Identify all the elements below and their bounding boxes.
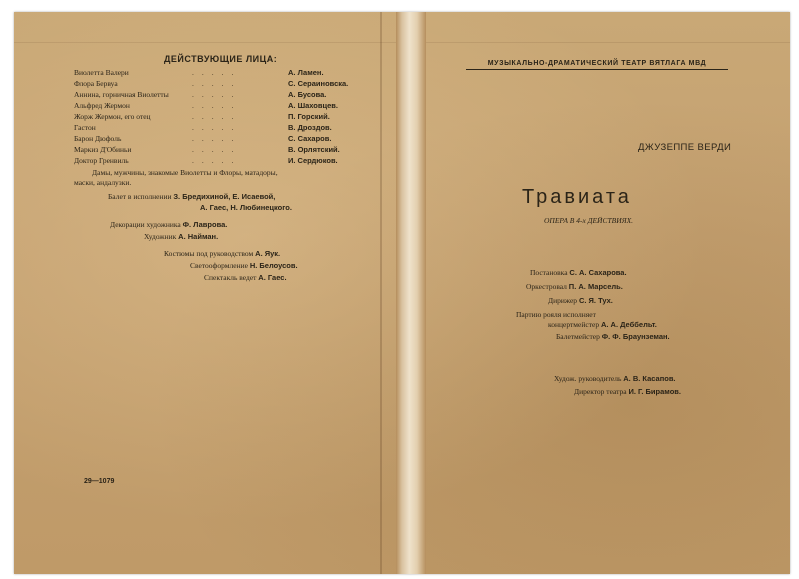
- cast-row: [74, 101, 354, 111]
- credit-label: Балетмейстер: [556, 332, 600, 341]
- cast-actor: П. Горский.: [288, 112, 330, 121]
- ballet-label: Балет в исполнении: [108, 192, 172, 201]
- cast-role: Маркиз Д'Обиньи: [74, 145, 132, 154]
- leader-dots: .....: [192, 134, 242, 143]
- leader-dots: .....: [192, 123, 242, 132]
- extras-line: Дамы, мужчины, знакомые Виолетты и Флоры, матадоры,: [92, 168, 278, 177]
- cast-actor: А. Ламен.: [288, 68, 324, 77]
- page-number: 29—1079: [84, 478, 115, 485]
- decor-name: Ф. Лаврова.: [182, 220, 228, 229]
- manager-label: Директор театра: [574, 387, 627, 396]
- cast-title: ДЕЙСТВУЮЩИЕ ЛИЦА:: [164, 54, 278, 64]
- program-sheet: [14, 12, 790, 574]
- cast-actor: А. Бусова.: [288, 90, 327, 99]
- composer-name: ДЖУЗЕППЕ ВЕРДИ: [638, 142, 732, 153]
- credit-line: [526, 282, 623, 292]
- credit-label: концертмейстер: [548, 320, 600, 329]
- cast-role: Доктор Гренвиль: [74, 156, 129, 165]
- cast-row: [74, 90, 354, 100]
- credit-name: Ф. Ф. Браунземан.: [601, 332, 670, 341]
- director-label: Худож. руководитель: [554, 374, 622, 383]
- credit-label: Постановка: [530, 268, 568, 277]
- artist-credit: [144, 232, 218, 242]
- artist-name: А. Найман.: [178, 232, 219, 241]
- cast-actor: А. Шаховцев.: [288, 101, 338, 110]
- costumes-label: Костюмы под руководством: [164, 249, 254, 258]
- cast-role: Аннина, горничная Виолетты: [74, 90, 169, 99]
- cast-row: [74, 145, 354, 155]
- cast-row: [74, 68, 354, 78]
- credit-line: [516, 310, 596, 320]
- manager-name: И. Г. Бирамов.: [628, 387, 681, 396]
- cast-actor: В. Орлятский.: [288, 145, 340, 154]
- center-fold: [396, 12, 426, 574]
- opera-subtitle: ОПЕРА В 4-х ДЕЙСТВИЯХ.: [544, 216, 634, 225]
- cast-row: [74, 134, 354, 144]
- show-label: Спектакль ведет: [204, 273, 257, 282]
- cast-row: [74, 123, 354, 133]
- decor-credit: [110, 220, 227, 230]
- credit-line: [530, 268, 627, 278]
- ballet-names: З. Бредихиной, Е. Исаевой,: [173, 192, 276, 201]
- cast-actor: С. Сахаров.: [288, 134, 332, 143]
- credit-name: П. А. Марсель.: [568, 282, 623, 291]
- show-name: А. Гаес.: [258, 273, 287, 282]
- credit-line: [548, 320, 657, 330]
- decor-label: Декорации художника: [110, 220, 181, 229]
- leader-dots: .....: [192, 156, 242, 165]
- cast-actor: И. Сердюков.: [288, 156, 338, 165]
- ballet-credit: [108, 192, 275, 202]
- credit-label: Оркестровал: [526, 282, 567, 291]
- leader-dots: .....: [192, 68, 242, 77]
- credit-name: С. А. Сахарова.: [569, 268, 627, 277]
- cast-role: Флора Бервуа: [74, 79, 118, 88]
- cast-row: [74, 156, 354, 166]
- theatre-name: МУЗЫКАЛЬНО-ДРАМАТИЧЕСКИЙ ТЕАТР ВЯТЛАГА МВД: [466, 60, 728, 70]
- ballet-names-line: [200, 203, 292, 213]
- credit-name: С. Я. Тух.: [578, 296, 613, 305]
- cast-actor: С. Сераиновска.: [288, 79, 349, 88]
- show-credit: [204, 273, 287, 283]
- cast-role: Виолетта Валери: [74, 68, 129, 77]
- cast-actor: В. Дроздов.: [288, 123, 332, 132]
- costumes-name: А. Яук.: [255, 249, 281, 258]
- leader-dots: .....: [192, 79, 242, 88]
- opera-title: Травиата: [522, 186, 632, 208]
- director-credit: [554, 374, 676, 384]
- cast-role: Барон Дюфоль: [74, 134, 122, 143]
- light-label: Светооформление: [190, 261, 248, 270]
- cast-row: [74, 112, 354, 122]
- director-name: А. В. Касапов.: [623, 374, 676, 383]
- credit-line: [556, 332, 670, 342]
- cast-role: Альфред Жермон: [74, 101, 130, 110]
- costumes-credit: [164, 249, 280, 259]
- leader-dots: .....: [192, 90, 242, 99]
- light-name: Н. Белоусов.: [249, 261, 298, 270]
- light-credit: [190, 261, 298, 271]
- credit-name: А. А. Деббельт.: [600, 320, 657, 329]
- extras-line: маски, андалузки.: [74, 178, 132, 187]
- cast-role: Гастон: [74, 123, 96, 132]
- leader-dots: .....: [192, 145, 242, 154]
- leader-dots: .....: [192, 101, 242, 110]
- ballet-names: А. Гаес, Н. Любинецкого.: [200, 203, 292, 212]
- right-page: [426, 12, 790, 574]
- credit-line: [548, 296, 613, 306]
- credit-label: Дирижер: [548, 296, 578, 305]
- cast-role: Жорж Жермон, его отец: [74, 112, 151, 121]
- cast-row: [74, 79, 354, 89]
- artist-label: Художник: [144, 232, 177, 241]
- manager-credit: [574, 387, 681, 397]
- left-page: [14, 12, 384, 574]
- leader-dots: .....: [192, 112, 242, 121]
- credit-label: Партию рояля исполняет: [516, 310, 596, 319]
